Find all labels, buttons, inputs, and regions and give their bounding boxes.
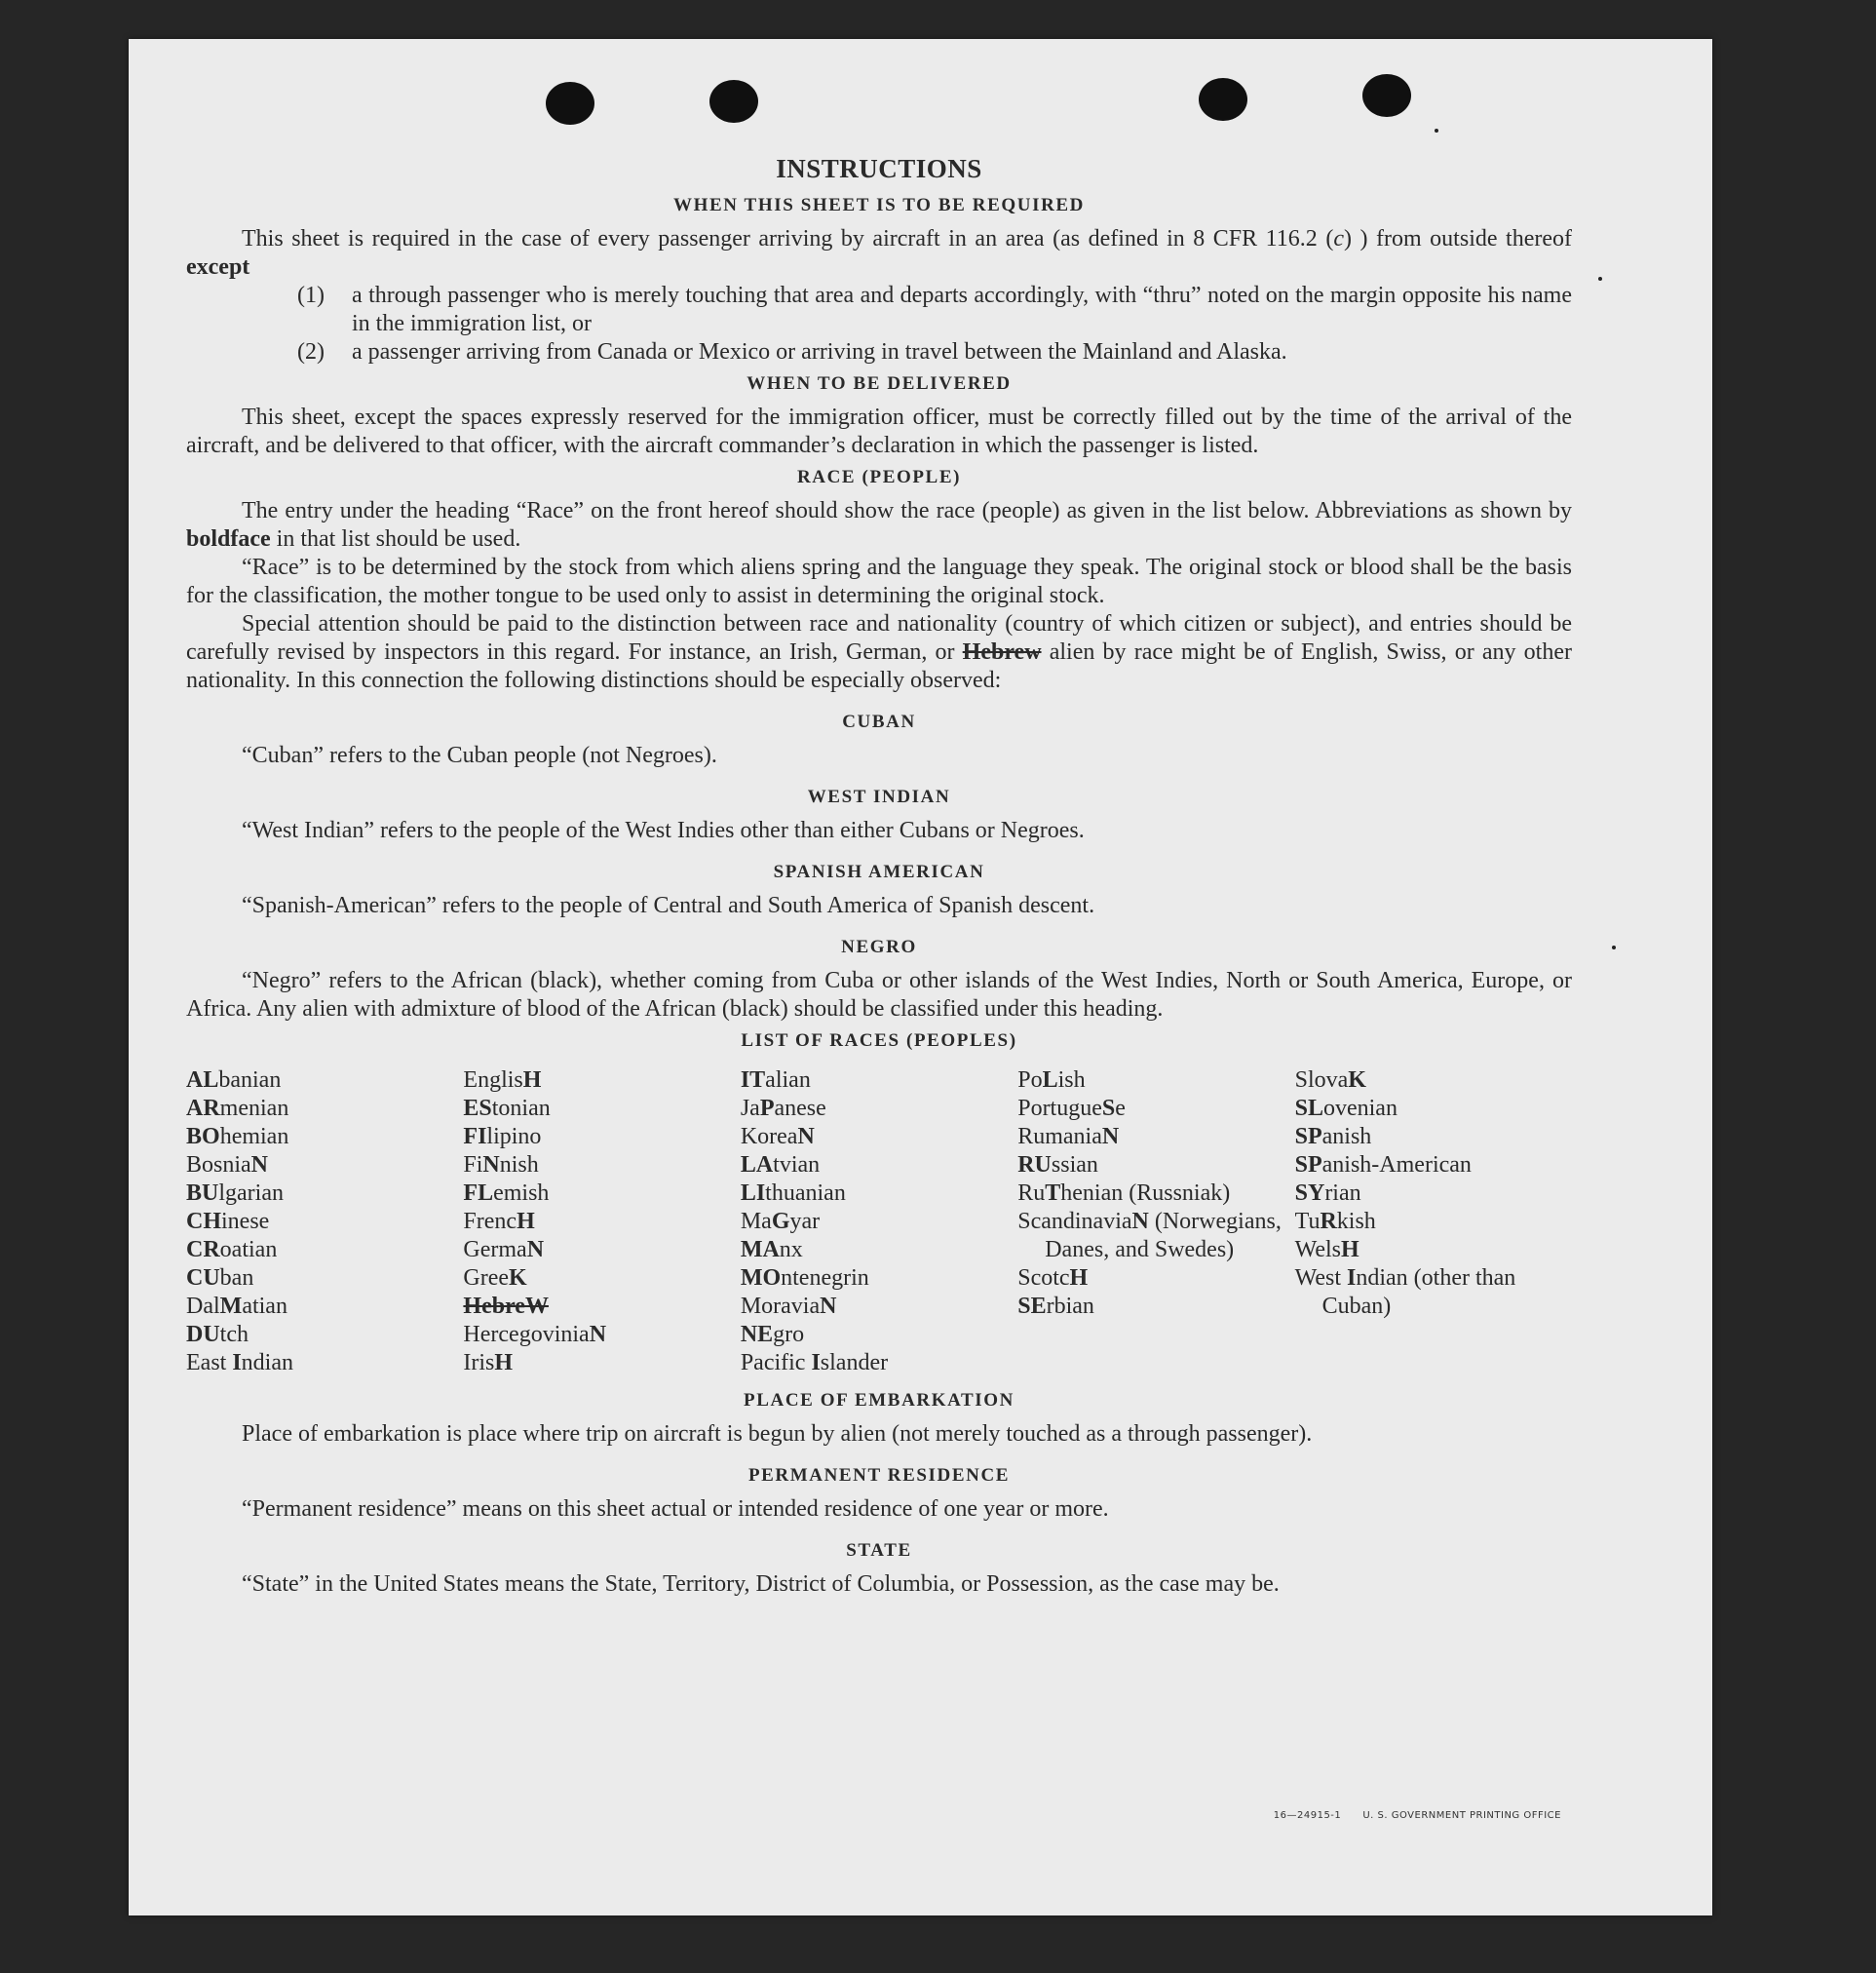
races-column xyxy=(741,1066,1017,1377)
race-entry: DUtch xyxy=(186,1322,249,1347)
race-entry: GermaN xyxy=(463,1237,545,1262)
race-entry: MAnx xyxy=(740,1237,803,1262)
race-entry: HercegoviniaN xyxy=(463,1322,607,1347)
heading-embarkation: PLACE OF EMBARKATION xyxy=(744,1390,1015,1411)
race-entry: MOntenegrin xyxy=(740,1265,869,1291)
exception-list xyxy=(186,282,1572,367)
race-entry: EStonian xyxy=(463,1096,551,1121)
race-entry: FiNnish xyxy=(463,1152,539,1178)
exception-item: (2) a passenger arriving from Canada or Mexico or arriving in travel between the Mainland and Alaska. xyxy=(297,339,1287,365)
heading-negro: NEGRO xyxy=(841,937,917,957)
heading-cuban: CUBAN xyxy=(842,712,916,732)
speck xyxy=(1435,129,1438,133)
heading-west-indian: WEST INDIAN xyxy=(807,787,951,807)
race-entry: CUban xyxy=(186,1265,254,1291)
race-entry: FIlipino xyxy=(463,1124,542,1149)
required-intro: This sheet is required in the case of every passenger arriving by aircraft in an area (as defined in 8 CFR 116.2 (c) ) from outside thereof except xyxy=(186,226,1572,280)
punch-hole xyxy=(1199,78,1247,121)
race-entry: LAtvian xyxy=(740,1152,821,1178)
race-entry: ScandinaviaN (Norwegians, Danes, and Swedes) xyxy=(1017,1209,1282,1262)
race-entry: ALbanian xyxy=(186,1067,282,1093)
form-footer xyxy=(1274,1810,1561,1821)
punch-hole xyxy=(546,82,594,125)
race-entry: KoreaN xyxy=(740,1124,815,1149)
race-paragraph-1: The entry under the heading “Race” on the front hereof should show the race (people) as given in the list below. Abbreviations as shown by boldface in that list should be used. xyxy=(186,498,1572,552)
page-title: INSTRUCTIONS xyxy=(776,154,982,183)
heading-list-of-races: LIST OF RACES (PEOPLES) xyxy=(741,1030,1017,1051)
race-entry: RumaniaN xyxy=(1017,1124,1120,1149)
race-entry: ARmenian xyxy=(186,1096,289,1121)
race-paragraph-2: “Race” is to be determined by the stock from which aliens spring and the language they speak. The original stock or blood shall be the basis for the classification, the mother tongue to be used only to assist in determining the original stock. xyxy=(186,555,1572,608)
speck xyxy=(1598,277,1602,281)
cuban-text: “Cuban” refers to the Cuban people (not Negroes). xyxy=(242,743,717,768)
race-entry: FrencH xyxy=(463,1209,535,1234)
race-entry: SPanish xyxy=(1294,1124,1372,1149)
race-entry: DalMatian xyxy=(186,1294,287,1319)
embarkation-text: Place of embarkation is place where trip on aircraft is begun by alien (not merely touched as a through passenger). xyxy=(242,1421,1313,1447)
race-entry: NEgro xyxy=(740,1322,805,1347)
document-sheet xyxy=(129,39,1712,1915)
race-entry: TuRkish xyxy=(1294,1209,1376,1234)
race-entry: EnglisH xyxy=(463,1067,542,1093)
heading-race: RACE (PEOPLE) xyxy=(796,467,962,487)
race-entry: East Indian xyxy=(186,1350,293,1375)
state-text: “State” in the United States means the State, Territory, District of Columbia, or Possession, as the case may be. xyxy=(242,1571,1280,1597)
race-entry: BosniaN xyxy=(186,1152,269,1178)
race-entry: West Indian (other than Cuban) xyxy=(1294,1265,1516,1319)
heading-required: WHEN THIS SHEET IS TO BE REQUIRED xyxy=(672,195,1086,215)
race-entry: SYrian xyxy=(1294,1180,1361,1206)
race-entry: ScotcH xyxy=(1017,1265,1089,1291)
exception-item: (1) a through passenger who is merely touching that area and departs accordingly, with “thru” noted on the margin opposite his name in the immigration list, or xyxy=(297,283,1572,336)
race-entry: MoraviaN xyxy=(740,1294,837,1319)
race-entry: SlovaK xyxy=(1294,1067,1366,1093)
race-entry: Pacific Islander xyxy=(740,1350,889,1375)
race-entry: MaGyar xyxy=(740,1209,821,1234)
delivered-text: This sheet, except the spaces expressly reserved for the immigration officer, must be correctly filled out by the time of the arrival of the aircraft, and be delivered to that officer, with the aircraft commander’s declaration in which the passenger is listed. xyxy=(186,405,1572,458)
race-paragraph-3: Special attention should be paid to the distinction between race and nationality (country of which citizen or subject), and entries should be carefully revised by inspectors in this regard. For instance, an Irish, German, or Hebrew alien by race might be of English, Swiss, or any other nationality. In this connection the following distinctions should be especially observed: xyxy=(186,611,1572,693)
instructions-content xyxy=(186,154,1572,1599)
races-column xyxy=(186,1066,463,1377)
race-entry: PoLish xyxy=(1017,1067,1086,1093)
race-entry: PortugueSe xyxy=(1017,1096,1126,1121)
race-entry: BUlgarian xyxy=(186,1180,284,1206)
race-entry: CRoatian xyxy=(186,1237,278,1262)
negro-text: “Negro” refers to the African (black), whether coming from Cuba or other islands of the West Indies, North or South America, Europe, or Africa. Any alien with admixture of blood of the African (black) should be classified under this heading. xyxy=(186,968,1572,1022)
races-list xyxy=(186,1066,1572,1377)
race-entry: SErbian xyxy=(1017,1294,1094,1319)
races-column xyxy=(463,1066,740,1377)
punch-hole xyxy=(1362,74,1411,117)
races-column xyxy=(1017,1066,1294,1377)
race-entry: RUssian xyxy=(1017,1152,1098,1178)
heading-state: STATE xyxy=(846,1540,912,1561)
punch-hole xyxy=(709,80,758,123)
residence-text: “Permanent residence” means on this sheet actual or intended residence of one year or more. xyxy=(242,1496,1109,1522)
race-entry: LIthuanian xyxy=(740,1180,846,1206)
race-entry: BOhemian xyxy=(186,1124,289,1149)
form-number: 16—24915-1 xyxy=(1273,1810,1342,1821)
race-entry: FLemish xyxy=(463,1180,550,1206)
race-entry: ITalian xyxy=(740,1067,811,1093)
heading-delivered: WHEN TO BE DELIVERED xyxy=(747,373,1012,394)
race-entry: WelsH xyxy=(1294,1237,1359,1262)
race-entry: RuThenian (Russniak) xyxy=(1017,1180,1231,1206)
race-entry: IrisH xyxy=(463,1350,514,1375)
speck xyxy=(1612,946,1616,949)
heading-residence: PERMANENT RESIDENCE xyxy=(747,1465,1011,1486)
race-entry: SLovenian xyxy=(1294,1096,1397,1121)
race-entry: SPanish-American xyxy=(1294,1152,1472,1178)
printer-name: U. S. GOVERNMENT PRINTING OFFICE xyxy=(1362,1810,1561,1821)
west-indian-text: “West Indian” refers to the people of the West Indies other than either Cubans or Negroes. xyxy=(242,818,1085,843)
race-entry: JaPanese xyxy=(740,1096,826,1121)
races-column xyxy=(1295,1066,1572,1377)
spanish-american-text: “Spanish-American” refers to the people of Central and South America of Spanish descent. xyxy=(242,893,1095,918)
race-entry: HebreW xyxy=(463,1294,549,1319)
race-entry: CHinese xyxy=(186,1209,270,1234)
race-entry: GreeK xyxy=(463,1265,527,1291)
heading-spanish-american: SPANISH AMERICAN xyxy=(773,862,985,882)
